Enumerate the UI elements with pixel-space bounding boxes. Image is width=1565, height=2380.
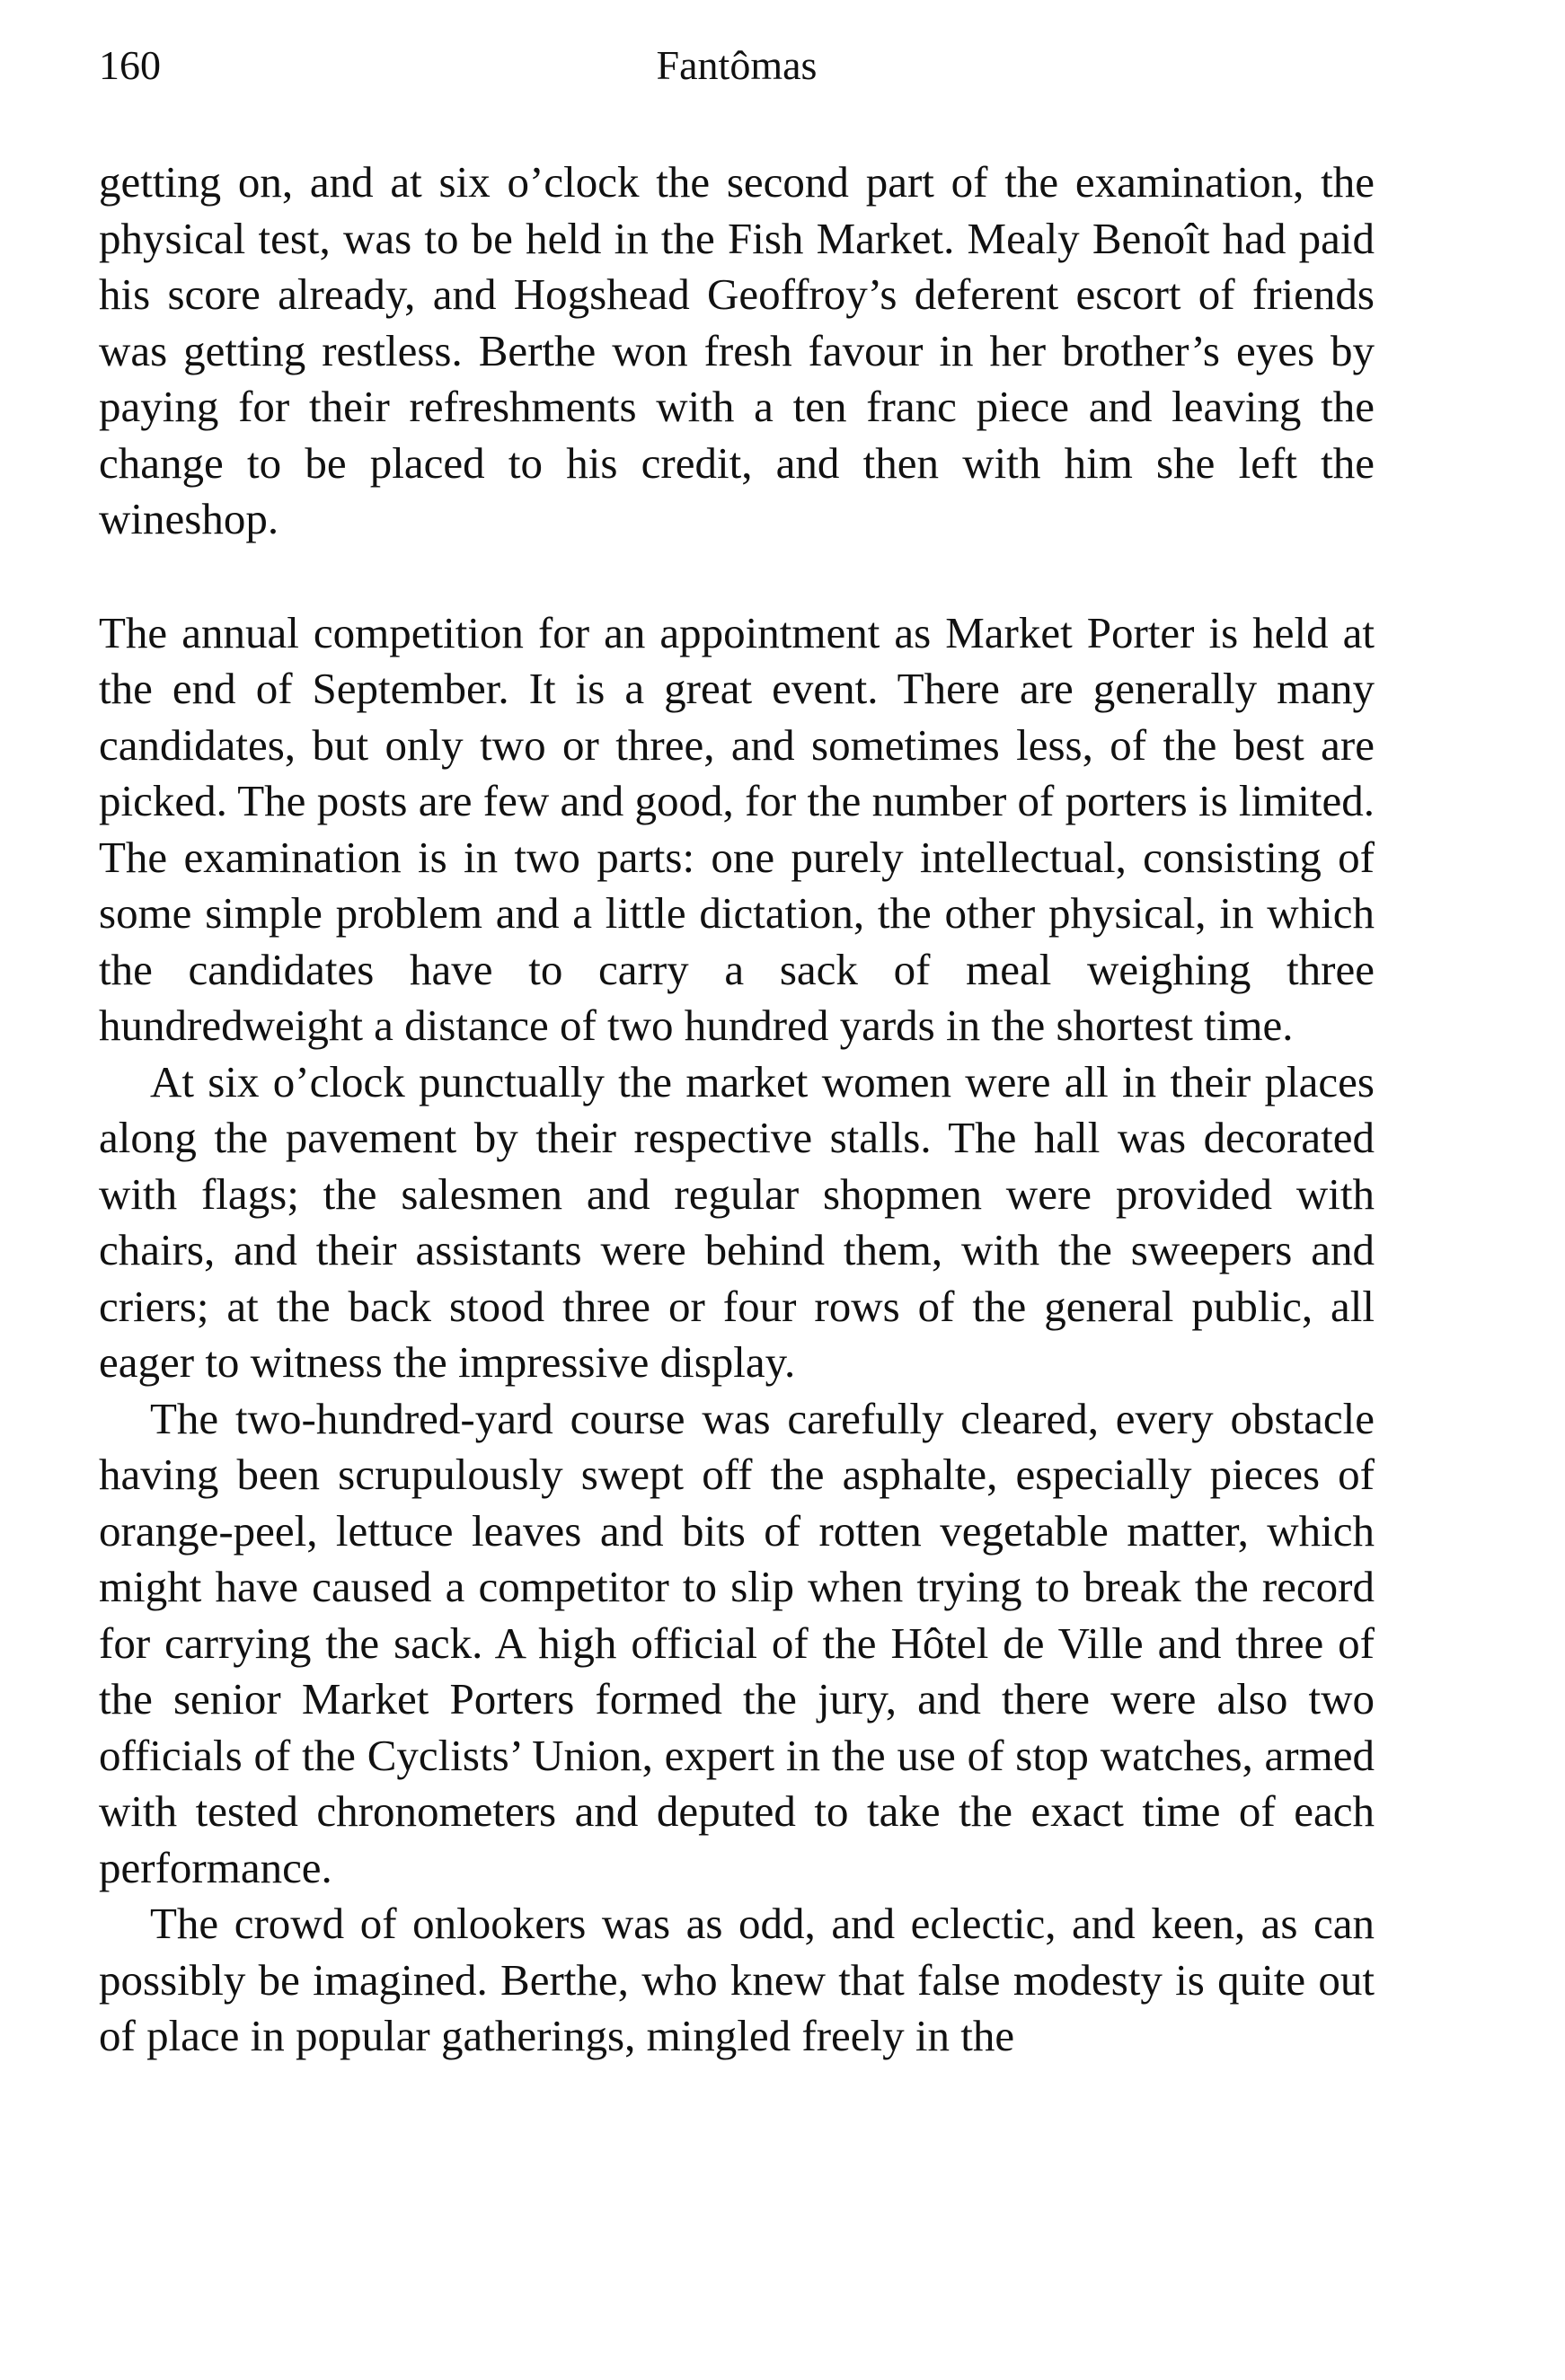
paragraph-section-start: The annual competition for an appointment as Market Porter is held at the end of September. It is a great event. There are generally many candidates, but only two or three, and sometimes less, of the best are picked. The posts are few and good, for the number of porters is limited. The examination is in two parts: one purely intellectual, consisting of some simple problem and a little dictation, the other physical, in which the candidates have to carry a sack of meal weighing three hundredweight a distance of two hundred yards in the shortest time. <box>99 607 1375 1050</box>
running-head <box>99 34 1375 97</box>
paragraph: The crowd of onlookers was as odd, and eclectic, and keen, as can possibly be imagined. Berthe, who knew that false modesty is quite out of place in popular gatherings, mingled freely in the <box>99 1899 1375 2060</box>
body-text <box>99 154 1375 2065</box>
running-title: Fantômas <box>656 42 818 88</box>
paragraph: The two-hundred-yard course was carefully cleared, every obstacle having been scrupulously swept off the asphalte, especially pieces of orange-peel, lettuce leaves and bits of rotten vegetable matter, which might have caused a competitor to slip when trying to break the record for carrying the sack. A high official of the Hôtel de Ville and three of the senior Market Porters formed the jury, and there were also two officials of the Cyclists’ Union, expert in the use of stop watches, armed with tested chronometers and deputed to take the exact time of each performance. <box>99 1393 1375 1892</box>
paragraph: At six o’clock punctually the market women were all in their places along the pavement by their respective stalls. The hall was decorated with flags; the salesmen and regular shopmen were provided with chairs, and their assistants were behind them, with the sweepers and criers; at the back stood three or four rows of the general public, all eager to witness the impressive display. <box>99 1056 1375 1387</box>
paragraph-continued: getting on, and at six o’clock the second part of the examination, the physical test, was to be held in the Fish Market. Mealy Benoît had paid his score already, and Hogshead Geoffroy’s deferent escort of friends was getting restless. Berthe won fresh favour in her brother’s eyes by paying for their refreshments with a ten franc piece and leaving the change to be placed to his credit, and then with him she left the wineshop. <box>99 157 1375 543</box>
page-number: 160 <box>99 42 161 88</box>
